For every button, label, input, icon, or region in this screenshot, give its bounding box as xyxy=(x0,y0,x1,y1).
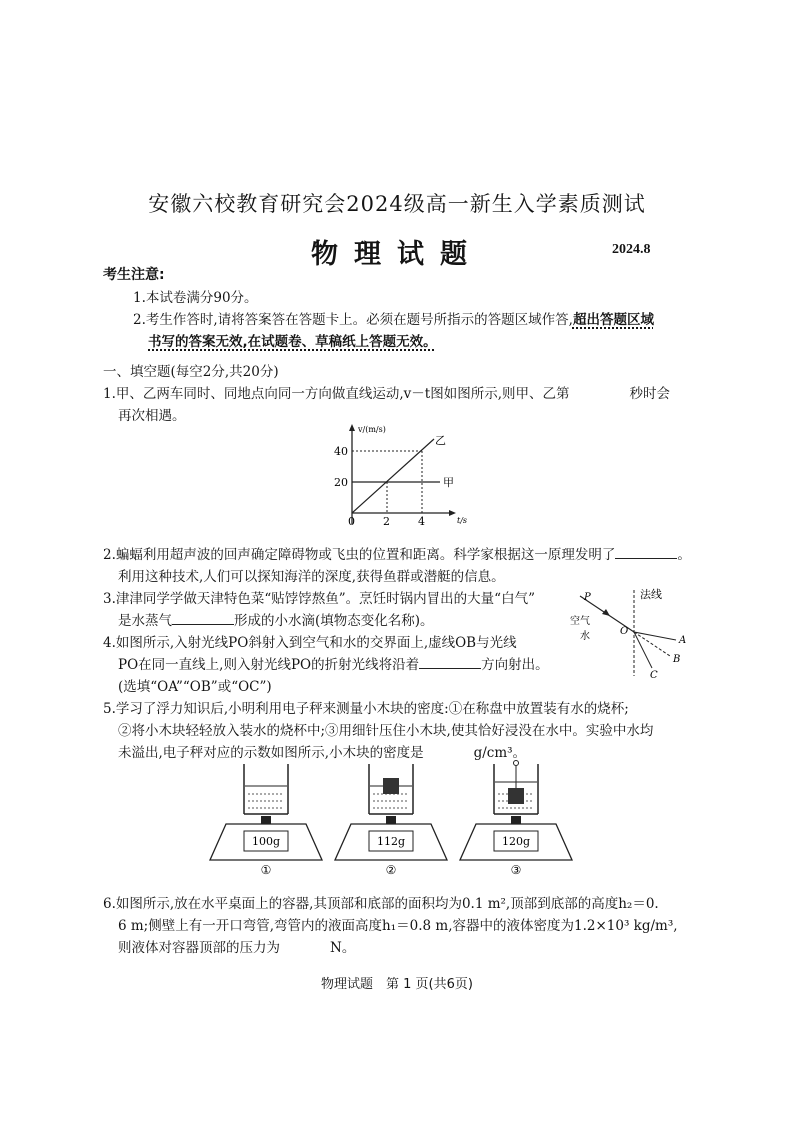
question-3: 3.津津同学学做天津特色菜“贴饽饽熬鱼”。烹饪时锅内冒出的大量“白气” xyxy=(103,591,535,607)
question-2-line-2: 利用这种技术,人们可以探知海洋的深度,获得鱼群或潜艇的信息。 xyxy=(118,569,505,585)
exam-date: 2024.8 xyxy=(612,242,651,257)
label-yi: 乙 xyxy=(435,434,446,447)
scale-label-2: ② xyxy=(385,863,397,877)
section-heading: 一、填空题(每空2分,共20分) xyxy=(103,364,279,380)
point-p: P xyxy=(584,592,591,603)
scale-reading-1: 100g xyxy=(251,835,281,848)
y-tick-40: 40 xyxy=(334,445,348,458)
question-1-text-end: 秒时会 xyxy=(629,386,671,402)
scale-figures xyxy=(206,756,576,878)
scale-reading-2: 112g xyxy=(376,835,406,848)
scale-label-1: ① xyxy=(260,863,272,877)
notice-item-2-text: 2.考生作答时,请将答案答在答题卡上。必须在题号所指示的答题区域作答, xyxy=(133,312,573,328)
point-b: B xyxy=(673,654,681,665)
wood-block-submerged xyxy=(508,788,524,804)
point-o: O xyxy=(620,626,629,637)
question-2-text: 2.蝙蝠利用超声波的回声确定障碍物或飞虫的位置和距离。科学家根据这一原理发明了 xyxy=(103,547,616,563)
refraction-diagram xyxy=(566,584,696,680)
notice-item-2 xyxy=(133,309,654,331)
question-1-line-2: 再次相遇。 xyxy=(118,408,186,424)
question-6-text: 则液体对容器顶部的压力为 xyxy=(118,940,280,956)
question-5-line-2: ②将小木块轻轻放入装水的烧杯中;③用细针压住小木块,使其恰好浸没在水中。实验中水均 xyxy=(118,723,654,739)
answer-blank-q2[interactable] xyxy=(615,544,677,559)
water-label: 水 xyxy=(580,631,590,642)
x-tick-2: 2 xyxy=(383,515,390,528)
point-a: A xyxy=(679,635,687,646)
air-label: 空气 xyxy=(570,616,590,627)
question-4-line-2 xyxy=(118,654,549,676)
notice-item-2-emphasis: 超出答题区域 xyxy=(572,312,654,328)
question-5: 5.学习了浮力知识后,小明利用电子秤来测量小木块的密度:①在称盘中放置装有水的烧杯; xyxy=(103,701,629,717)
question-4-text-end: 方向射出。 xyxy=(481,657,549,673)
y-tick-20: 20 xyxy=(334,476,348,489)
notice-item-1: 1.本试卷满分90分。 xyxy=(133,290,258,306)
y-axis-label: v/(m/s) xyxy=(358,425,386,434)
question-6-line-2: 6 m;侧壁上有一开口弯管,弯管内的液面高度h₁＝0.8 m,容器中的液体密度为1.2×10³ kg/m³, xyxy=(118,918,678,934)
label-jia: 甲 xyxy=(443,476,454,489)
scale-3 xyxy=(460,761,572,878)
question-5-unit: g/cm³。 xyxy=(473,745,527,761)
answer-blank-q3[interactable] xyxy=(172,610,234,625)
wood-block-floating xyxy=(383,778,399,794)
point-c: C xyxy=(650,670,658,680)
question-4: 4.如图所示,入射光线PO斜射入到空气和水的交界面上,虚线OB与光线 xyxy=(103,635,517,651)
answer-blank-q4[interactable] xyxy=(419,654,481,669)
x-tick-4: 4 xyxy=(418,515,425,528)
normal-label: 法线 xyxy=(640,588,662,601)
question-6-unit: N。 xyxy=(330,940,356,956)
notice-item-2-continued: 书写的答案无效,在试题卷、草稿纸上答题无效。 xyxy=(148,334,437,350)
scale-1 xyxy=(210,764,322,877)
graph-x-arrow xyxy=(449,510,456,516)
question-6: 6.如图所示,放在水平桌面上的容器,其顶部和底部的面积均为0.1 m²,顶部到底部的高度h₂＝0. xyxy=(103,896,659,912)
question-6-line-3 xyxy=(118,937,355,959)
x-tick-0: 0 xyxy=(348,515,355,528)
question-1 xyxy=(103,383,670,405)
needle-head xyxy=(514,761,519,766)
question-1-text: 1.甲、乙两车同时、同地点向同一方向做直线运动,v－t图如图所示,则甲、乙第 xyxy=(103,386,570,402)
question-4-text: PO在同一直线上,则入射光线PO的折射光线将沿着 xyxy=(118,657,420,673)
notice-heading: 考生注意: xyxy=(103,267,165,283)
graph-y-arrow xyxy=(349,424,355,431)
question-2-end: 。 xyxy=(677,547,691,563)
x-axis-label: t/s xyxy=(457,516,468,525)
question-3-text: 是水蒸气 xyxy=(118,613,172,629)
scale-2 xyxy=(335,764,447,877)
question-4-options: (选填“OA”“OB”或“OC”) xyxy=(118,679,272,695)
page-footer: 物理试题 第 1 页(共6页) xyxy=(321,977,473,992)
scale-label-3: ③ xyxy=(510,863,522,877)
question-5-text: 未溢出,电子秤对应的示数如图所示,小木块的密度是 xyxy=(118,745,424,761)
question-3-line-2 xyxy=(118,610,434,632)
incident-arrow xyxy=(602,609,610,616)
velocity-time-graph xyxy=(320,420,470,530)
exam-title: 安徽六校教育研究会2024级高一新生入学素质测试 xyxy=(148,192,646,216)
subject-title: 物理试题 xyxy=(311,239,483,270)
question-2 xyxy=(103,544,691,566)
question-3-text-end: 形成的小水滴(填物态变化名称)。 xyxy=(234,613,434,629)
scale-reading-3: 120g xyxy=(501,835,531,848)
